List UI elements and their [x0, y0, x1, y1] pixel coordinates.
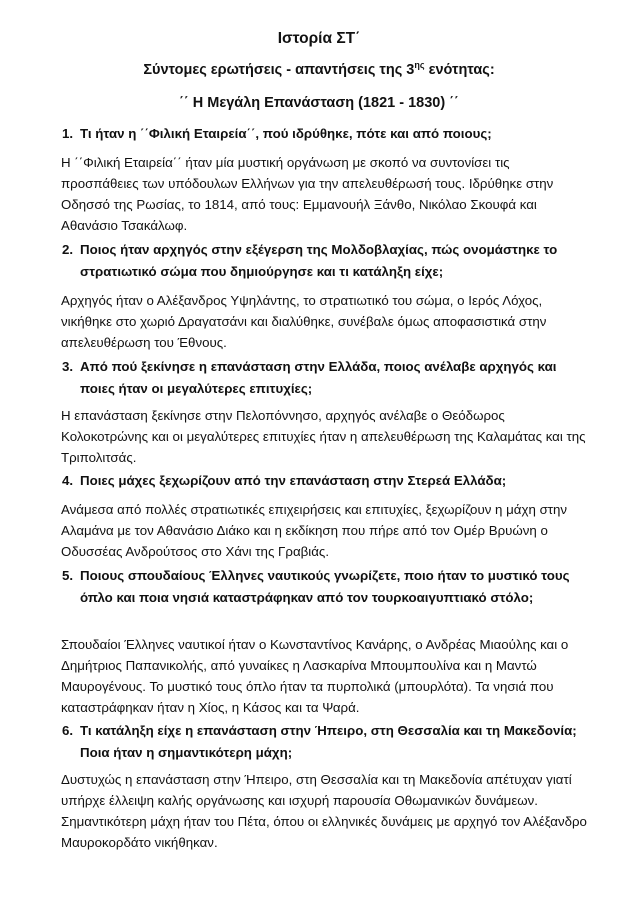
- question-text: Ποιους σπουδαίους Έλληνες ναυτικούς γνωρίζετε, ποιο ήταν το μυστικό τους όπλο και ποια νησιά καταστράφηκαν από τον τουρκοαιγυπτιακό στόλο;: [80, 568, 570, 605]
- question-2: [62, 239, 590, 282]
- question-4: [62, 470, 590, 492]
- question-number: 6.: [62, 723, 74, 738]
- subtitle-text-end: ενότητας:: [424, 62, 495, 78]
- question-text: Ποιος ήταν αρχηγός στην εξέγερση της Μολδοβλαχίας, πώς ονομάστηκε το στρατιωτικό σώμα που δημιούργησε και τι κατάληξη είχε;: [80, 242, 558, 279]
- question-5: [62, 565, 590, 608]
- unit-title: ΄΄ Η Μεγάλη Επανάσταση (1821 - 1830) ΄΄: [179, 95, 459, 111]
- answer-3: Η επανάσταση ξεκίνησε στην Πελοπόννησο, αρχηγός ανέλαβε ο Θεόδωρος Κολοκοτρώνης και οι μεγαλύτερες επιτυχίες ήταν η απελευθέρωση της Καλαμάτας και της Τριπολιτσάς.: [61, 408, 586, 465]
- question-text: Από πού ξεκίνησε η επανάσταση στην Ελλάδα, ποιος ανέλαβε αρχηγός και ποιες ήταν οι μεγαλύτερες επιτυχίες;: [80, 359, 557, 396]
- answer-4: Ανάμεσα από πολλές στρατιωτικές επιχειρήσεις και επιτυχίες, ξεχωρίζουν η μάχη στην Αλαμάνα με τον Αθανάσιο Διάκο και η εκδίκηση που πήρε από τον Ομέρ Βρυώνη ο Οδυσσέας Ανδρούτσος στο Χάνι της Γραβιάς.: [61, 502, 568, 559]
- answer-6: Δυστυχώς η επανάσταση στην Ήπειρο, στη Θεσσαλία και τη Μακεδονία απέτυχαν γιατί υπήρχε έλλειψη καλής οργάνωσης και ισχυρή παρουσία Οθωμανικών δυνάμεων. Σημαντικότερη μάχη ήταν του Πέτα, όπου οι ελληνικές δυνάμεις με αρχηγό τον Αλέξανδρο Μαυροκορδάτο νικήθηκαν.: [61, 772, 587, 850]
- question-text: Ποιες μάχες ξεχωρίζουν από την επανάσταση στην Στερεά Ελλάδα;: [80, 473, 507, 488]
- question-number: 1.: [62, 126, 74, 141]
- document-title: Ιστορία ΣΤ΄: [277, 30, 361, 47]
- question-number: 2.: [62, 242, 74, 257]
- question-number: 5.: [62, 568, 74, 583]
- question-6: [62, 720, 590, 763]
- subtitle-text: Σύντομες ερωτήσεις - απαντήσεις της 3: [143, 62, 415, 78]
- subtitle-superscript: ης: [414, 60, 425, 71]
- question-number: 3.: [62, 359, 74, 374]
- answer-5: Σπουδαίοι Έλληνες ναυτικοί ήταν ο Κωνσταντίνος Κανάρης, ο Ανδρέας Μιαούλης και ο Δημήτριος Παπανικολής, από γυναίκες η Λασκαρίνα Μπουμπουλίνα και η Μαντώ Μαυρογένους. Το μυστικό τους όπλο ήταν τα πυρπολικά (μπουρλότα). Τα νησιά που καταστράφηκαν ήταν η Χίος, η Κάσος και τα Ψαρά.: [61, 637, 569, 715]
- question-3: [62, 356, 590, 399]
- question-text: Τι ήταν η ΄΄Φιλική Εταιρεία΄΄, πού ιδρύθηκε, πότε και από ποιους;: [80, 126, 492, 141]
- question-text: Τι κατάληξη είχε η επανάσταση στην Ήπειρο, στη Θεσσαλία και τη Μακεδονία; Ποια ήταν η σημαντικότερη μάχη;: [80, 723, 577, 760]
- question-1: [62, 123, 590, 145]
- answer-1: Η ΄΄Φιλική Εταιρεία΄΄ ήταν μία μυστική οργάνωση με σκοπό να συντονίσει τις προσπάθειες των υπόδουλων Ελλήνων για την απελευθέρωσή τους. Ιδρύθηκε στην Οδησσό της Ρωσίας, το 1814, από τους: Εμμανουήλ Ξάνθο, Νικόλαο Σκουφά και Αθανάσιο Τσακάλωφ.: [61, 155, 554, 233]
- document-subtitle: [0, 62, 638, 78]
- question-number: 4.: [62, 473, 74, 488]
- answer-2: Αρχηγός ήταν ο Αλέξανδρος Υψηλάντης, το στρατιωτικό του σώμα, ο Ιερός Λόχος, νικήθηκε στο χωριό Δραγατσάνι και διαλύθηκε, συνέβαλε όμως αποφασιστικά στην απελευθέρωση του Έθνους.: [61, 293, 547, 350]
